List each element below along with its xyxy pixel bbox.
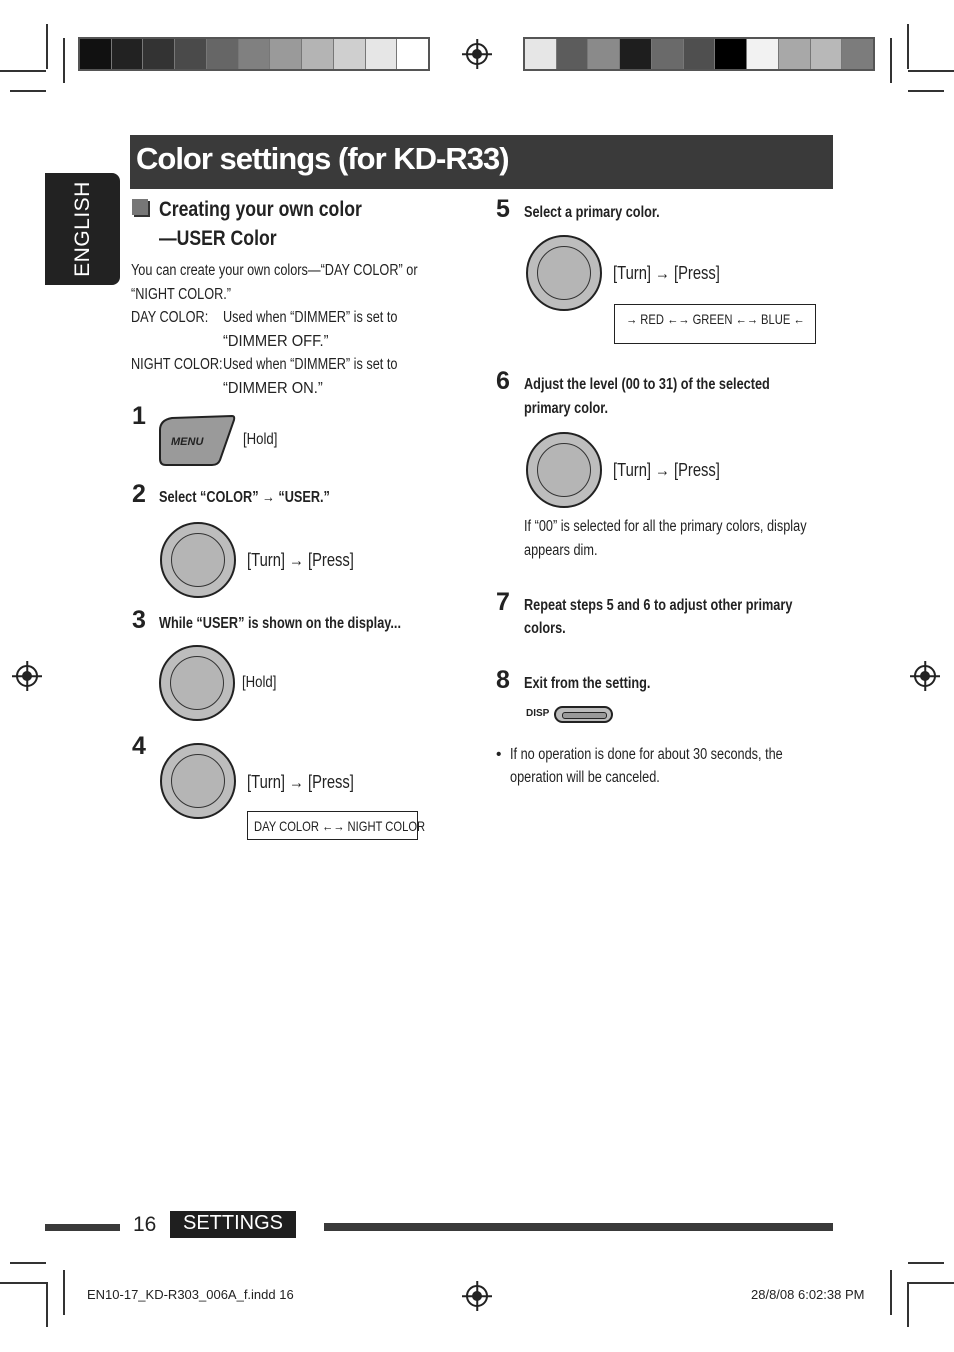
display-indicator-text: → RED ←→ GREEN ←→ BLUE ← [626, 311, 805, 327]
step-number: 2 [132, 480, 146, 508]
footer-section-badge [170, 1211, 296, 1238]
control-dial-icon [159, 645, 235, 721]
color-swatch [684, 39, 716, 69]
crop-mark [10, 1262, 46, 1264]
control-dial-icon [526, 235, 602, 311]
color-swatch [397, 39, 428, 69]
crop-mark [908, 1262, 944, 1264]
day-color-label: DAY COLOR: [131, 309, 209, 326]
color-swatch [80, 39, 112, 69]
color-swatch [715, 39, 747, 69]
step-title: Select “COLOR” → “USER.” [159, 489, 330, 506]
step-action: [Hold] [243, 431, 278, 448]
language-tab [45, 173, 120, 285]
color-swatch [557, 39, 589, 69]
step-number: 7 [496, 588, 510, 616]
intro-text: “NIGHT COLOR.” [131, 286, 232, 303]
color-swatch [652, 39, 684, 69]
section-heading: —USER Color [159, 227, 277, 250]
step-title: While “USER” is shown on the display... [159, 615, 401, 632]
step-number: 8 [496, 666, 510, 694]
crop-mark [907, 1282, 909, 1327]
step-number: 6 [496, 367, 510, 395]
page-number: 16 [133, 1213, 157, 1236]
registration-mark-icon [466, 43, 488, 65]
print-timestamp: 28/8/08 6:02:38 PM [751, 1287, 865, 1302]
color-swatch [779, 39, 811, 69]
color-swatch [207, 39, 239, 69]
step-title: Adjust the level (00 to 31) of the selected [524, 376, 770, 393]
step-action: [Turn] → [Press] [247, 772, 354, 792]
color-swatch [366, 39, 398, 69]
bullet-note: operation will be canceled. [510, 769, 660, 786]
section-heading: Creating your own color [159, 198, 362, 221]
step-number: 5 [496, 195, 510, 223]
menu-button-label: MENU [171, 436, 204, 448]
color-swatch [525, 39, 557, 69]
footer-rule-right [324, 1223, 833, 1231]
step-title: Select a primary color. [524, 204, 660, 221]
language-tab-label: ENGLISH [71, 181, 94, 277]
bullet-dot: • [496, 746, 502, 763]
footer-rule-left [45, 1224, 120, 1231]
bullet-note: If no operation is done for about 30 seconds, the [510, 746, 783, 763]
color-swatch [112, 39, 144, 69]
crop-mark [0, 1282, 46, 1284]
color-swatch [747, 39, 779, 69]
intro-text: You can create your own colors—“DAY COLOR” or [131, 262, 418, 279]
day-color-desc: Used when “DIMMER” is set to [223, 309, 398, 326]
page-title-bar [130, 135, 833, 189]
day-color-desc: “DIMMER OFF.” [223, 333, 329, 350]
disp-button-label: DISP [526, 708, 550, 719]
step-number: 4 [132, 732, 146, 760]
step-title: primary color. [524, 400, 609, 417]
display-indicator-text: DAY COLOR ←→ NIGHT COLOR [254, 818, 426, 834]
crop-mark [46, 1282, 48, 1327]
control-dial-icon [160, 743, 236, 819]
night-color-desc: “DIMMER ON.” [223, 380, 323, 397]
control-dial-icon [160, 522, 236, 598]
step-action: [Hold] [242, 674, 277, 691]
step-note: appears dim. [524, 542, 598, 559]
crop-mark [890, 1270, 892, 1315]
step-number: 3 [132, 606, 146, 634]
crop-mark [908, 1282, 954, 1284]
control-dial-icon [526, 432, 602, 508]
registration-mark-icon [466, 1285, 488, 1307]
night-color-label: NIGHT COLOR: [131, 356, 223, 373]
crop-mark [908, 70, 954, 72]
crop-mark [63, 38, 65, 83]
crop-mark [907, 24, 909, 69]
crop-mark [0, 70, 46, 72]
step-note: If “00” is selected for all the primary colors, display [524, 518, 807, 535]
color-calibration-bar-right [523, 37, 875, 71]
color-swatch [620, 39, 652, 69]
registration-mark-icon [16, 665, 38, 687]
crop-mark [63, 1270, 65, 1315]
footer-section-label: SETTINGS [182, 1212, 283, 1234]
print-file-info: EN10-17_KD-R303_006A_f.indd 16 [87, 1287, 294, 1302]
step-action: [Turn] → [Press] [613, 263, 720, 283]
step-action: [Turn] → [Press] [613, 460, 720, 480]
color-swatch [270, 39, 302, 69]
section-square-icon [132, 199, 148, 215]
color-swatch [811, 39, 843, 69]
crop-mark [46, 24, 48, 69]
crop-mark [10, 90, 46, 92]
color-swatch [334, 39, 366, 69]
registration-mark-icon [914, 665, 936, 687]
page-title: Color settings (for KD-R33) [136, 141, 509, 176]
color-swatch [842, 39, 873, 69]
color-swatch [302, 39, 334, 69]
color-swatch [588, 39, 620, 69]
color-swatch [143, 39, 175, 69]
disp-button-icon [554, 706, 613, 723]
color-calibration-bar-left [78, 37, 430, 71]
step-title: Repeat steps 5 and 6 to adjust other primary [524, 597, 793, 614]
color-swatch [239, 39, 271, 69]
crop-mark [908, 90, 944, 92]
night-color-desc: Used when “DIMMER” is set to [223, 356, 398, 373]
step-title: Exit from the setting. [524, 675, 651, 692]
step-title: colors. [524, 620, 566, 637]
crop-mark [890, 38, 892, 83]
step-number: 1 [132, 402, 146, 430]
color-swatch [175, 39, 207, 69]
step-action: [Turn] → [Press] [247, 550, 354, 570]
